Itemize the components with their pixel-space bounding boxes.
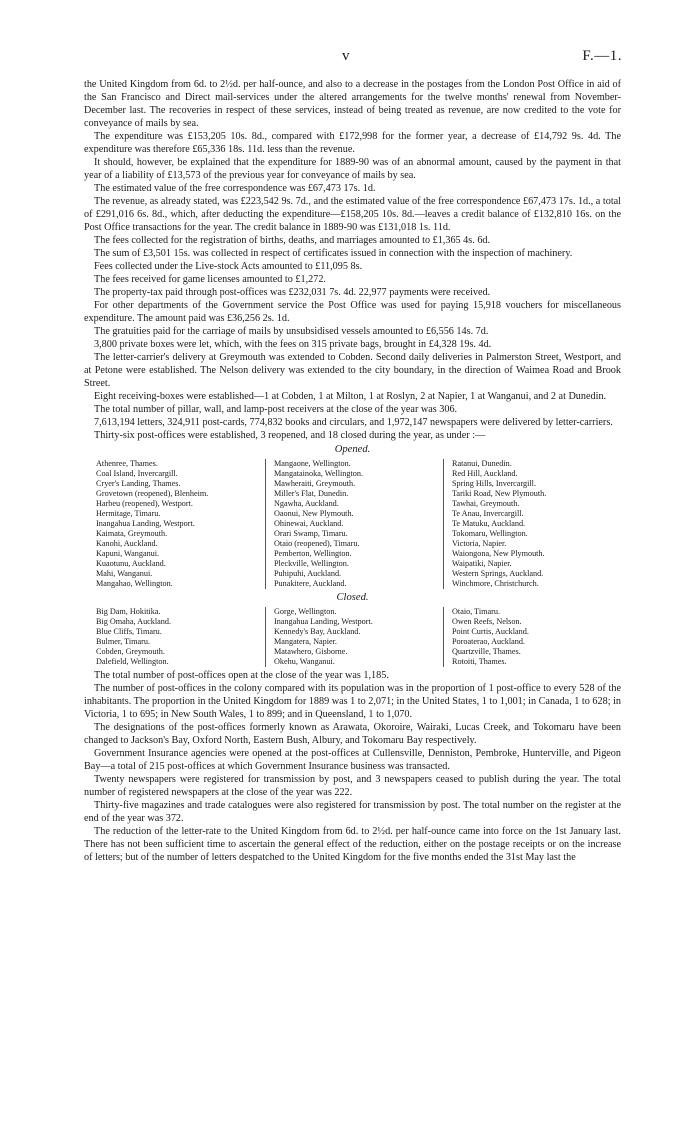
- post-office-entry: Mawheraiti, Greymouth.: [274, 478, 356, 488]
- post-office-entry: Kanohi, Auckland.: [96, 538, 158, 548]
- body-paragraph: The designations of the post-offices formerly known as Arawata, Okoroire, Wairaki, Lucas Creek, and Tokomaru have been changed to Jackson's Bay, Oxford North, Eastern Bush, Albury, and Tokomaru Bay respectively.: [84, 721, 621, 746]
- post-office-entry: Tariki Road, New Plymouth.: [452, 488, 547, 498]
- post-office-entry: Grovetown (reopened), Blenheim.: [96, 488, 209, 498]
- body-paragraph: the United Kingdom from 6d. to 2½d. per half-ounce, and also to a decrease in the postages from the London Post Office in aid of the San Francisco and Direct mail-services under the altered arrangements for the twelve months' renewal from November-December last. The recoveries in respect of these services, instead of being treated as revenue, are now credited to the vote for conveyance of mails by sea.: [84, 79, 621, 129]
- post-office-entry: Mangaone, Wellington.: [274, 458, 351, 468]
- closed-column-2: [265, 607, 443, 667]
- post-office-entry: Punakitere, Auckland.: [274, 579, 347, 589]
- post-office-entry: Otaio (reopened), Timaru.: [274, 538, 360, 548]
- body-paragraph: Government Insurance agencies were opened at the post-offices at Cullensville, Denniston, Pembroke, Hunterville, and Pigeon Bay—a total of 215 post-offices at which Government Insurance business was transacted.: [84, 747, 621, 772]
- closed-column-1: [88, 607, 265, 667]
- body-paragraph: The property-tax paid through post-offices was £232,031 7s. 4d. 22,977 payments were received.: [94, 287, 491, 298]
- post-office-entry: Mangahao, Wellington.: [96, 579, 173, 589]
- post-office-entry: Western Springs, Auckland.: [452, 569, 544, 579]
- post-office-entry: Blue Cliffs, Timaru.: [96, 626, 162, 636]
- closed-column-3: [443, 607, 621, 667]
- post-office-entry: Otaio, Timaru.: [452, 606, 500, 616]
- body-paragraph: The total number of post-offices open at the close of the year was 1,185.: [94, 669, 389, 681]
- body-paragraph: The letter-carrier's delivery at Greymouth was extended to Cobden. Second daily deliveries in Palmerston Street, Westport, and at Petone were established. The Nelson delivery was extended to the city boundary, in the direction of Waimea Road and Brook Street.: [84, 352, 621, 389]
- document-reference: F.—1.: [582, 48, 622, 64]
- post-office-entry: Dalefield, Wellington.: [96, 656, 169, 666]
- post-office-entry: Te Anau, Invercargill.: [452, 508, 524, 518]
- post-office-entry: Cryer's Landing, Thames.: [96, 478, 181, 488]
- post-office-entry: Matawhero, Gisborne.: [274, 646, 348, 656]
- body-paragraph: The total number of pillar, wall, and lamp-post receivers at the close of the year was 306.: [94, 404, 458, 415]
- body-paragraph: The fees collected for the registration of births, deaths, and marriages amounted to £1,365 4s. 6d.: [94, 235, 491, 246]
- post-office-entry: Winchmore, Christchurch.: [452, 579, 539, 589]
- body-paragraph: The fees received for game licenses amounted to £1,272.: [94, 274, 326, 285]
- opened-column-3: [443, 459, 621, 590]
- post-office-entry: Inangahua Landing, Westport.: [96, 518, 195, 528]
- post-office-entry: Puhipuhi, Auckland.: [274, 569, 342, 579]
- body-paragraph: It should, however, be explained that the expenditure for 1889-90 was of an abnormal amount, caused by the payment in that year of a liability of £13,573 of the previous year for conveyance of mails by sea.: [84, 157, 621, 181]
- post-office-entry: Big Dam, Hokitika.: [96, 606, 161, 616]
- body-paragraph: The reduction of the letter-rate to the United Kingdom from 6d. to 2½d. per half-ounce came into force on the 1st January last. There has not been sufficient time to ascertain the general effect of the reduction, either on the postage receipts or on the increase of letters; but of the number of letters despatched to the United Kingdom for the five months ended the 31st May last the: [84, 825, 621, 863]
- post-office-entry: Ohinewai, Auckland.: [274, 518, 344, 528]
- post-office-entry: Oaonui, New Plymouth.: [274, 508, 354, 518]
- post-office-entry: Tokomaru, Wellington.: [452, 528, 528, 538]
- post-office-entry: Miller's Flat, Dunedin.: [274, 488, 349, 498]
- post-office-entry: Quartzville, Thames.: [452, 646, 521, 656]
- post-office-entry: Te Matuku, Auckland.: [452, 518, 526, 528]
- post-office-entry: Pemberton, Wellington.: [274, 548, 352, 558]
- post-office-entry: Inangahua Landing, Westport.: [274, 616, 373, 626]
- page-header: [0, 48, 700, 68]
- body-paragraph: The estimated value of the free correspondence was £67,473 17s. 1d.: [94, 183, 376, 194]
- post-office-entry: Waiongona, New Plymouth.: [452, 548, 545, 558]
- body-paragraph: Eight receiving-boxes were established—1 at Cobden, 1 at Milton, 1 at Roslyn, 2 at Napier, 1 at Wanganui, and 2 at Dunedin.: [94, 391, 607, 402]
- body-paragraph: The revenue, as already stated, was £223,542 9s. 7d., and the estimated value of the free correspondence £67,473 17s. 1d., a total of £291,016 6s. 8d., which, after deducting the expenditure—£158,205 10s. 8d.—leaves a credit balance of £132,810 16s. on the Post Office transactions for the year. The credit balance in 1889-90 was £131,018 1s. 11d.: [84, 196, 621, 233]
- post-office-entry: Poroaterao, Auckland.: [452, 636, 525, 646]
- post-office-entry: Big Omaha, Auckland.: [96, 616, 172, 626]
- post-office-entry: Cobden, Greymouth.: [96, 646, 165, 656]
- post-office-entry: Mangatera, Napier.: [274, 636, 337, 646]
- closed-heading: Closed.: [336, 592, 369, 604]
- post-office-entry: Rotoiti, Thames.: [452, 656, 507, 666]
- page-number: v: [342, 48, 350, 64]
- post-office-entry: Mangatainoka, Wellington.: [274, 468, 364, 478]
- post-office-entry: Pleckville, Wellington.: [274, 558, 349, 568]
- body-paragraph: The number of post-offices in the colony compared with its population was in the proportion of 1 post-office to every 528 of the inhabitants. The proportion in the United Kingdom for 1889 was 1 to 2,071; in the United States, 1 to 1,001; in Canada, 1 to 628; in Victoria, 1 to 695; in New South Wales, 1 to 899; and in Queensland, 1 to 1,070.: [84, 682, 621, 720]
- body-paragraph: 3,800 private boxes were let, which, with the fees on 315 private bags, brought in £4,328 19s. 4d.: [94, 339, 492, 350]
- post-office-entry: Ratanui, Dunedin.: [452, 458, 512, 468]
- body-paragraph: The expenditure was £153,205 10s. 8d., compared with £172,998 for the former year, a decrease of £14,792 9s. 4d. The expenditure was therefore £65,336 18s. 11d. less than the revenue.: [84, 131, 621, 155]
- post-office-entry: Coal Island, Invercargill.: [96, 468, 178, 478]
- post-office-entry: Red Hill, Auckland.: [452, 468, 518, 478]
- post-office-entry: Mahi, Wanganui.: [96, 569, 153, 579]
- opened-offices-list: [88, 459, 621, 590]
- body-paragraph: Thirty-six post-offices were established, 3 reopened, and 18 closed during the year, as under :—: [94, 430, 486, 441]
- post-office-entry: Kuaotunu, Auckland.: [96, 558, 166, 568]
- post-office-entry: Gorge, Wellington.: [274, 606, 337, 616]
- closed-offices-list: [88, 607, 621, 667]
- body-paragraph: Thirty-five magazines and trade catalogues were also registered for transmission by post. The total number on the register at the end of the year was 372.: [84, 799, 621, 824]
- paragraphs-before-lists: [84, 78, 621, 442]
- opened-column-2: [265, 459, 443, 590]
- body-paragraph: 7,613,194 letters, 324,911 post-cards, 774,832 books and circulars, and 1,972,147 newspapers were delivered by letter-carriers.: [94, 417, 613, 428]
- post-office-entry: Spring Hills, Invercargill.: [452, 478, 536, 488]
- post-office-entry: Kennedy's Bay, Auckland.: [274, 626, 361, 636]
- post-office-entry: Hermitage, Timaru.: [96, 508, 161, 518]
- post-office-entry: Point Curtis, Auckland.: [452, 626, 529, 636]
- body-paragraph: The gratuities paid for the carriage of mails by unsubsidised vessels amounted to £6,556 14s. 7d.: [94, 326, 489, 337]
- opened-column-1: [88, 459, 265, 590]
- post-office-entry: Waipatiki, Napier.: [452, 558, 512, 568]
- post-office-entry: Athenree, Thames.: [96, 458, 158, 468]
- paragraphs-after-lists: [84, 669, 621, 864]
- document-body: [84, 78, 621, 864]
- post-office-entry: Orari Swamp, Timaru.: [274, 528, 348, 538]
- post-office-entry: Okehu, Wanganui.: [274, 656, 335, 666]
- post-office-entry: Bulmer, Timaru.: [96, 636, 151, 646]
- body-paragraph: The sum of £3,501 15s. was collected in respect of certificates issued in connection with the inspection of machinery.: [94, 248, 573, 259]
- body-paragraph: Fees collected under the Live-stock Acts amounted to £11,095 8s.: [94, 261, 363, 272]
- post-office-entry: Tawhai, Greymouth.: [452, 498, 520, 508]
- body-paragraph: Twenty newspapers were registered for transmission by post, and 3 newspapers ceased to publish during the year. The total number of registered newspapers at the close of the year was 222.: [84, 773, 621, 798]
- body-paragraph: For other departments of the Government service the Post Office was used for paying 15,918 vouchers for miscellaneous expenditure. The amount paid was £36,256 2s. 1d.: [84, 300, 621, 324]
- post-office-entry: Harbeu (reopened), Westport.: [96, 498, 193, 508]
- post-office-entry: Kapuni, Wanganui.: [96, 548, 160, 558]
- post-office-entry: Ngawha, Auckland.: [274, 498, 339, 508]
- post-office-entry: Owen Reefs, Nelson.: [452, 616, 522, 626]
- post-office-entry: Victoria, Napier.: [452, 538, 507, 548]
- opened-heading: Opened.: [334, 444, 371, 455]
- post-office-entry: Kaimata, Greymouth.: [96, 528, 168, 538]
